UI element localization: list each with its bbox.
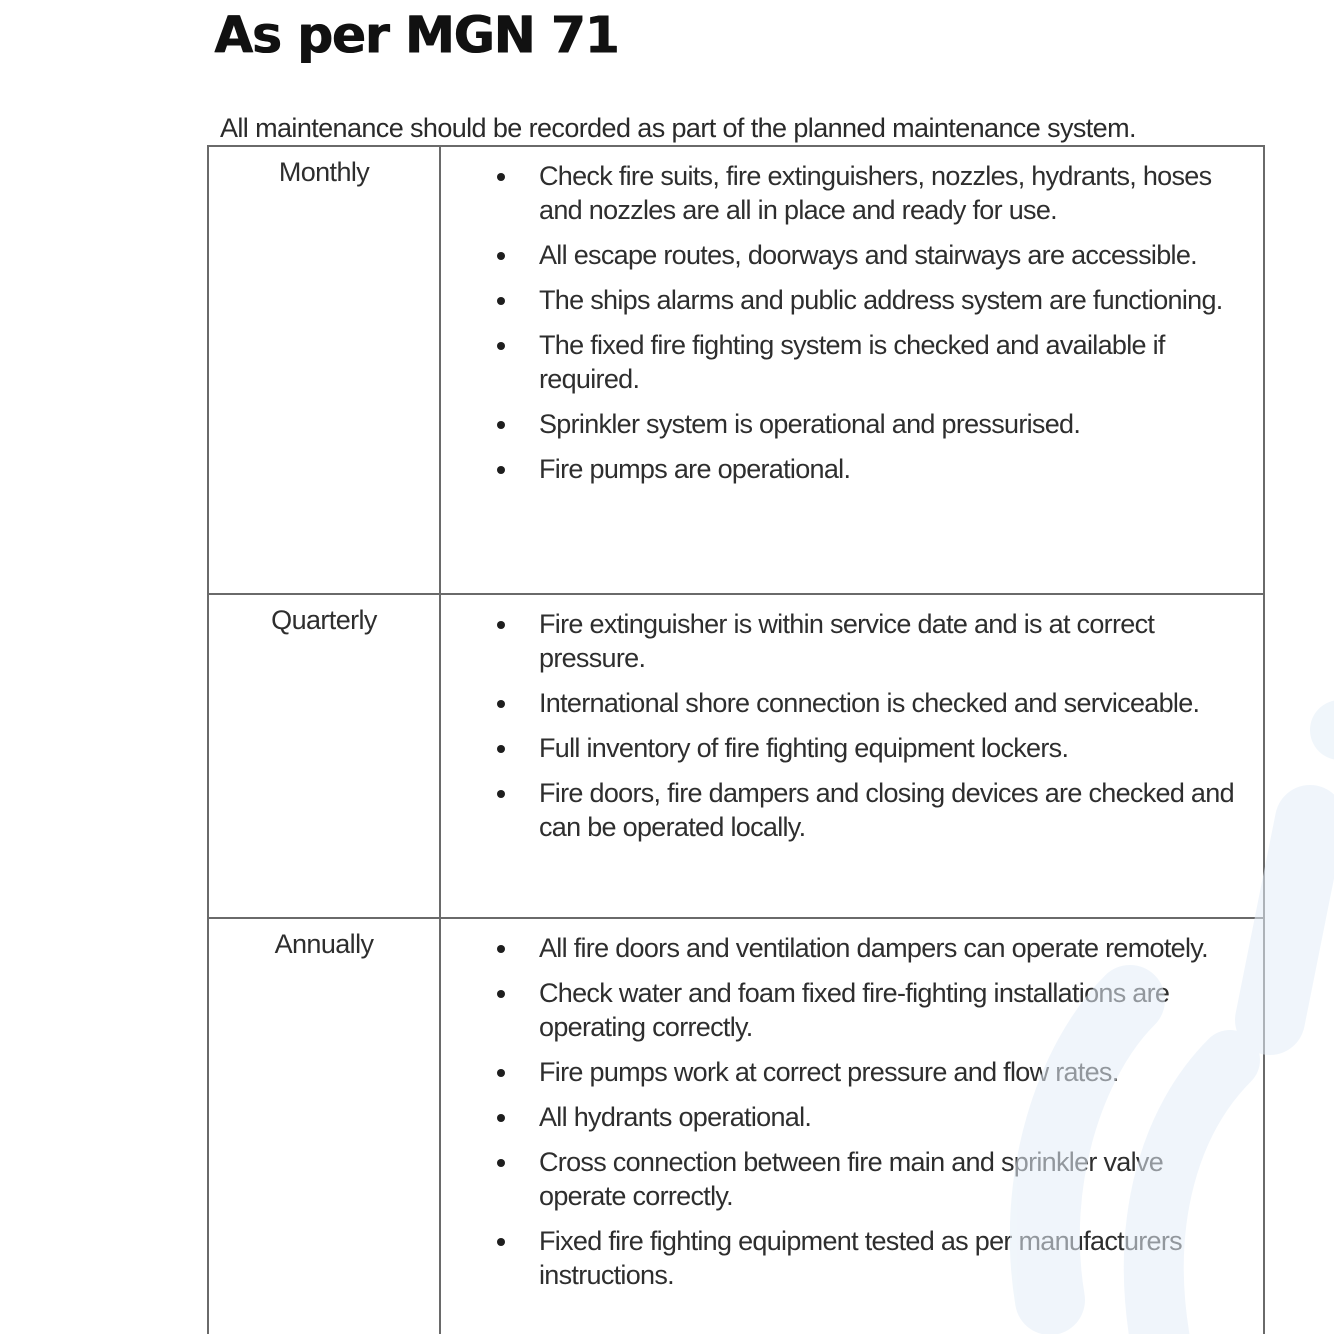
list-item bbox=[441, 1100, 1253, 1134]
frequency-cell bbox=[208, 146, 440, 594]
task-text: Cross connection between fire main and sprinkler valve operate correctly. bbox=[539, 1147, 1164, 1211]
bullet-icon bbox=[497, 621, 505, 629]
maintenance-schedule-table bbox=[207, 145, 1265, 1334]
task-text: Check water and foam fixed fire-fighting installations are operating correctly. bbox=[539, 978, 1170, 1042]
list-item bbox=[441, 1145, 1253, 1213]
task-text: Fire extinguisher is within service date and is at correct pressure. bbox=[539, 609, 1155, 673]
list-item bbox=[441, 407, 1253, 441]
bullet-icon bbox=[497, 297, 505, 305]
list-item bbox=[441, 238, 1253, 272]
bullet-icon bbox=[497, 1238, 505, 1246]
page-title: As per MGN 71 bbox=[214, 5, 619, 65]
list-item bbox=[441, 607, 1253, 675]
tasks-cell bbox=[440, 918, 1264, 1334]
task-text: Fire doors, fire dampers and closing devices are checked and can be operated locally. bbox=[539, 778, 1234, 842]
task-list-monthly bbox=[441, 147, 1263, 486]
list-item bbox=[441, 931, 1253, 965]
list-item bbox=[441, 731, 1253, 765]
task-text: Sprinkler system is operational and pressurised. bbox=[539, 409, 1081, 439]
task-text: Fixed fire fighting equipment tested as per manufacturers instructions. bbox=[539, 1226, 1182, 1290]
task-list-quarterly bbox=[441, 595, 1263, 844]
list-item bbox=[441, 452, 1253, 486]
bullet-icon bbox=[497, 173, 505, 181]
list-item bbox=[441, 686, 1253, 720]
bullet-icon bbox=[497, 990, 505, 998]
list-item bbox=[441, 1055, 1253, 1089]
task-list-annually bbox=[441, 919, 1263, 1292]
task-text: All fire doors and ventilation dampers can operate remotely. bbox=[539, 933, 1208, 963]
tasks-cell bbox=[440, 594, 1264, 918]
task-text: International shore connection is checked and serviceable. bbox=[539, 688, 1200, 718]
table-row-quarterly bbox=[208, 594, 1264, 918]
list-item bbox=[441, 283, 1253, 317]
frequency-cell bbox=[208, 918, 440, 1334]
task-text: All escape routes, doorways and stairways are accessible. bbox=[539, 240, 1197, 270]
intro-text: All maintenance should be recorded as part of the planned maintenance system. bbox=[220, 113, 1136, 143]
task-text: All hydrants operational. bbox=[539, 1102, 812, 1132]
list-item bbox=[441, 159, 1253, 227]
table-row-monthly bbox=[208, 146, 1264, 594]
task-text: Fire pumps are operational. bbox=[539, 454, 851, 484]
bullet-icon bbox=[497, 745, 505, 753]
task-text: The fixed fire fighting system is checked and available if required. bbox=[539, 330, 1165, 394]
list-item bbox=[441, 328, 1253, 396]
list-item bbox=[441, 976, 1253, 1044]
task-text: Full inventory of fire fighting equipment lockers. bbox=[539, 733, 1069, 763]
frequency-label-annually: Annually bbox=[274, 929, 374, 959]
task-text: Fire pumps work at correct pressure and flow rates. bbox=[539, 1057, 1119, 1087]
bullet-icon bbox=[497, 421, 505, 429]
frequency-label-monthly: Monthly bbox=[278, 157, 370, 187]
list-item bbox=[441, 776, 1253, 844]
task-text: Check fire suits, fire extinguishers, nozzles, hydrants, hoses and nozzles are all in place and ready for use. bbox=[539, 161, 1212, 225]
watermark-stroke bbox=[1270, 820, 1310, 1020]
bullet-icon bbox=[497, 1069, 505, 1077]
bullet-icon bbox=[497, 700, 505, 708]
bullet-icon bbox=[497, 1114, 505, 1122]
bullet-icon bbox=[497, 945, 505, 953]
bullet-icon bbox=[497, 790, 505, 798]
frequency-cell bbox=[208, 594, 440, 918]
tasks-cell bbox=[440, 146, 1264, 594]
table-row-annually bbox=[208, 918, 1264, 1334]
frequency-label-quarterly: Quarterly bbox=[271, 605, 377, 635]
bullet-icon bbox=[497, 1159, 505, 1167]
bullet-icon bbox=[497, 252, 505, 260]
task-text: The ships alarms and public address system are functioning. bbox=[539, 285, 1223, 315]
bullet-icon bbox=[497, 466, 505, 474]
list-item bbox=[441, 1224, 1253, 1292]
bullet-icon bbox=[497, 342, 505, 350]
